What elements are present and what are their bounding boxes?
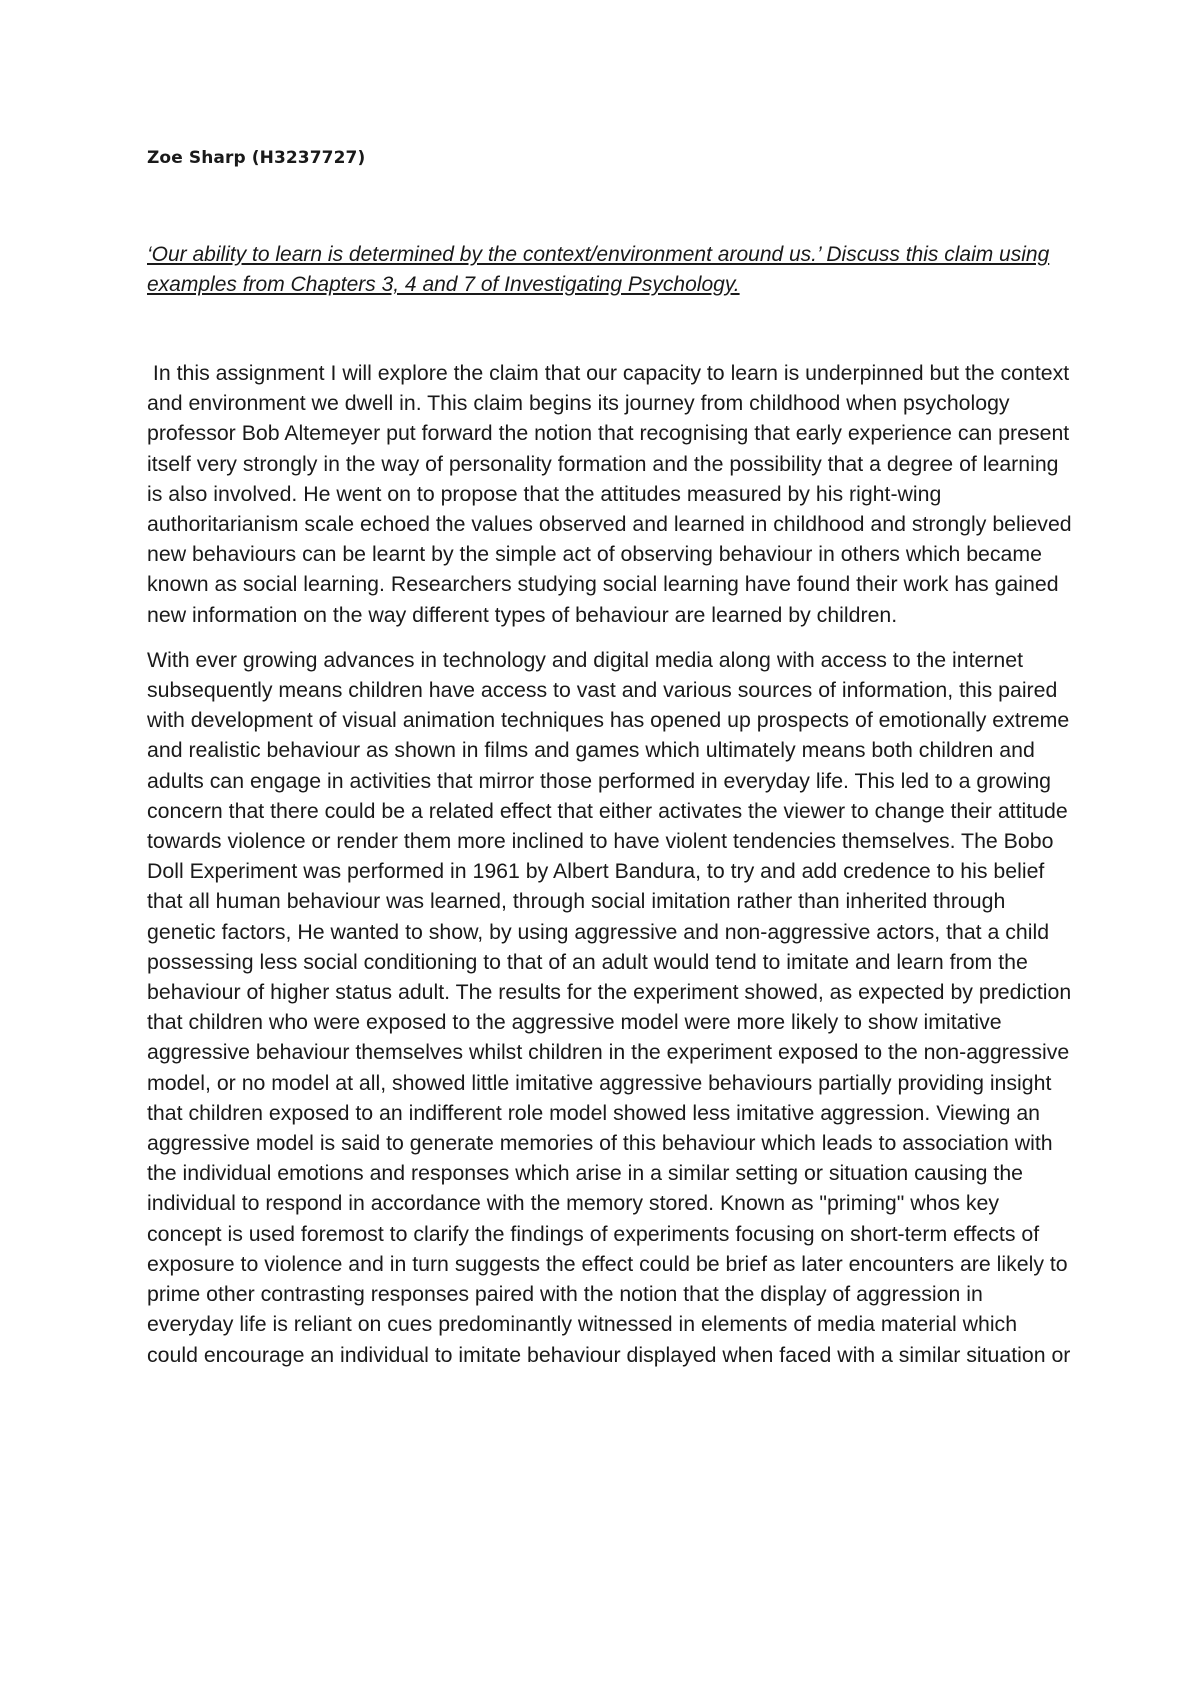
essay-question: ‘Our ability to learn is determined by the context/environment around us.’ Discuss this claim using examples from Chapters 3, 4 and 7 of Investigating Psychology. <box>147 243 1050 296</box>
author-line: Zoe Sharp (H3237727) <box>147 148 366 168</box>
essay-body <box>147 358 1078 1385</box>
paragraph: In this assignment I will explore the claim that our capacity to learn is underpinned but the context and environment we dwell in. This claim begins its journey from childhood when psychology professor Bob Altemeyer put forward the notion that recognising that early experience can present itself very strongly in the way of personality formation and the possibility that a degree of learning is also involved. He went on to propose that the attitudes measured by his right-wing authoritarianism scale echoed the values observed and learned in childhood and strongly believed new behaviours can be learnt by the simple act of observing behaviour in others which became known as social learning. Researchers studying social learning have found their work has gained new information on the way different types of behaviour are learned by children. <box>147 361 1078 627</box>
paragraph: With ever growing advances in technology and digital media along with access to the internet subsequently means children have access to vast and various sources of information, this paired with development of visual animation techniques has opened up prospects of emotionally extreme and realistic behaviour as shown in films and games which ultimately means both children and adults can engage in activities that mirror those performed in everyday life. This led to a growing concern that there could be a related effect that either activates the viewer to change their attitude towards violence or render them more inclined to have violent tendencies themselves. The Bobo Doll Experiment was performed in 1961 by Albert Bandura, to try and add credence to his belief that all human behaviour was learned, through social imitation rather than inherited through genetic factors, He wanted to show, by using aggressive and non-aggressive actors, that a child possessing less social conditioning to that of an adult would tend to imitate and learn from the behaviour of higher status adult. The results for the experiment showed, as expected by prediction that children who were exposed to the aggressive model were more likely to show imitative aggressive behaviour themselves whilst children in the experiment exposed to the non-aggressive model, or no model at all, showed little imitative aggressive behaviours partially providing insight that children exposed to an indifferent role model showed less imitative aggression. Viewing an aggressive model is said to generate memories of this behaviour which leads to association with the individual emotions and responses which arise in a similar setting or situation causing the individual to respond in accordance with the memory stored. Known as "priming" whos key concept is used foremost to clarify the findings of experiments focusing on short-term effects of exposure to violence and in turn suggests the effect could be brief as later encounters are likely to prime other contrasting responses paired with the notion that the display of aggression in everyday life is reliant on cues predominantly witnessed in elements of media material which could encourage an individual to imitate behaviour displayed when faced with a similar situation or <box>147 647 1078 1367</box>
